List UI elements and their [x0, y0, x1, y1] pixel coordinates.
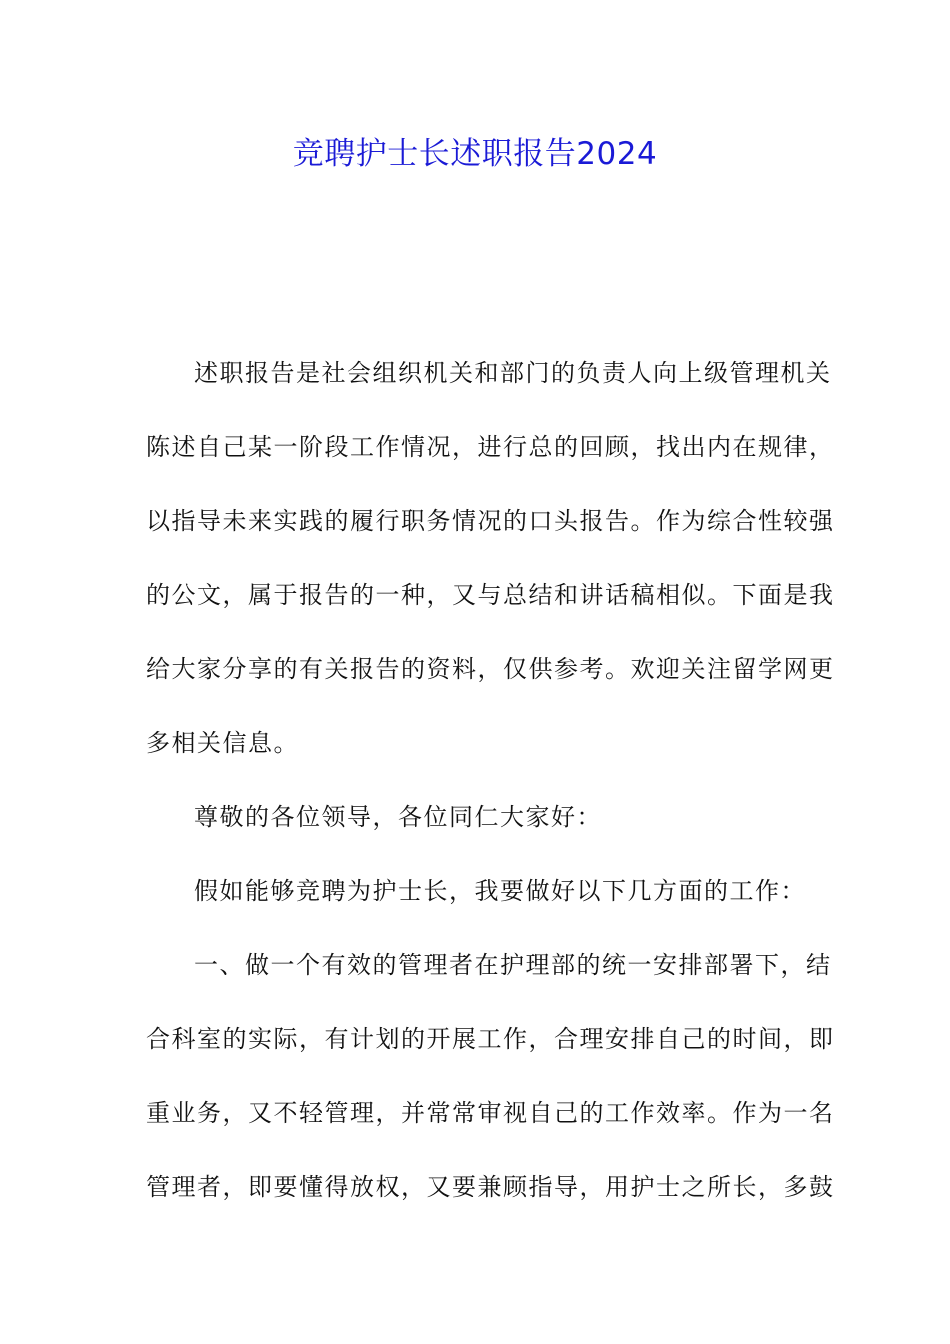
document-body [146, 336, 835, 1224]
paragraph-line: 管理者，即要懂得放权，又要兼顾指导，用护士之所长，多鼓 [146, 1173, 835, 1201]
paragraph-line: 的公文，属于报告的一种，又与总结和讲话稿相似。下面是我 [146, 581, 835, 609]
paragraph-line: 给大家分享的有关报告的资料，仅供参考。欢迎关注留学网更 [146, 655, 835, 683]
paragraph-line: 合科室的实际，有计划的开展工作，合理安排自己的时间，即 [146, 1025, 835, 1053]
greeting-line: 尊敬的各位领导，各位同仁大家好： [194, 803, 602, 831]
paragraph-line: 多相关信息。 [146, 729, 299, 757]
paragraph-line: 重业务，又不轻管理，并常常审视自己的工作效率。作为一名 [146, 1099, 835, 1127]
paragraph-line: 以指导未来实践的履行职务情况的口头报告。作为综合性较强 [146, 507, 835, 535]
paragraph-line: 述职报告是社会组织机关和部门的负责人向上级管理机关 [194, 359, 832, 387]
section-heading-line: 一、做一个有效的管理者在护理部的统一安排部署下，结 [194, 951, 832, 979]
paragraph-line: 陈述自己某一阶段工作情况，进行总的回顾，找出内在规律， [146, 433, 835, 461]
paragraph-line: 假如能够竞聘为护士长，我要做好以下几方面的工作： [194, 877, 806, 905]
document-title: 竞聘护士长述职报告2024 [292, 136, 658, 172]
